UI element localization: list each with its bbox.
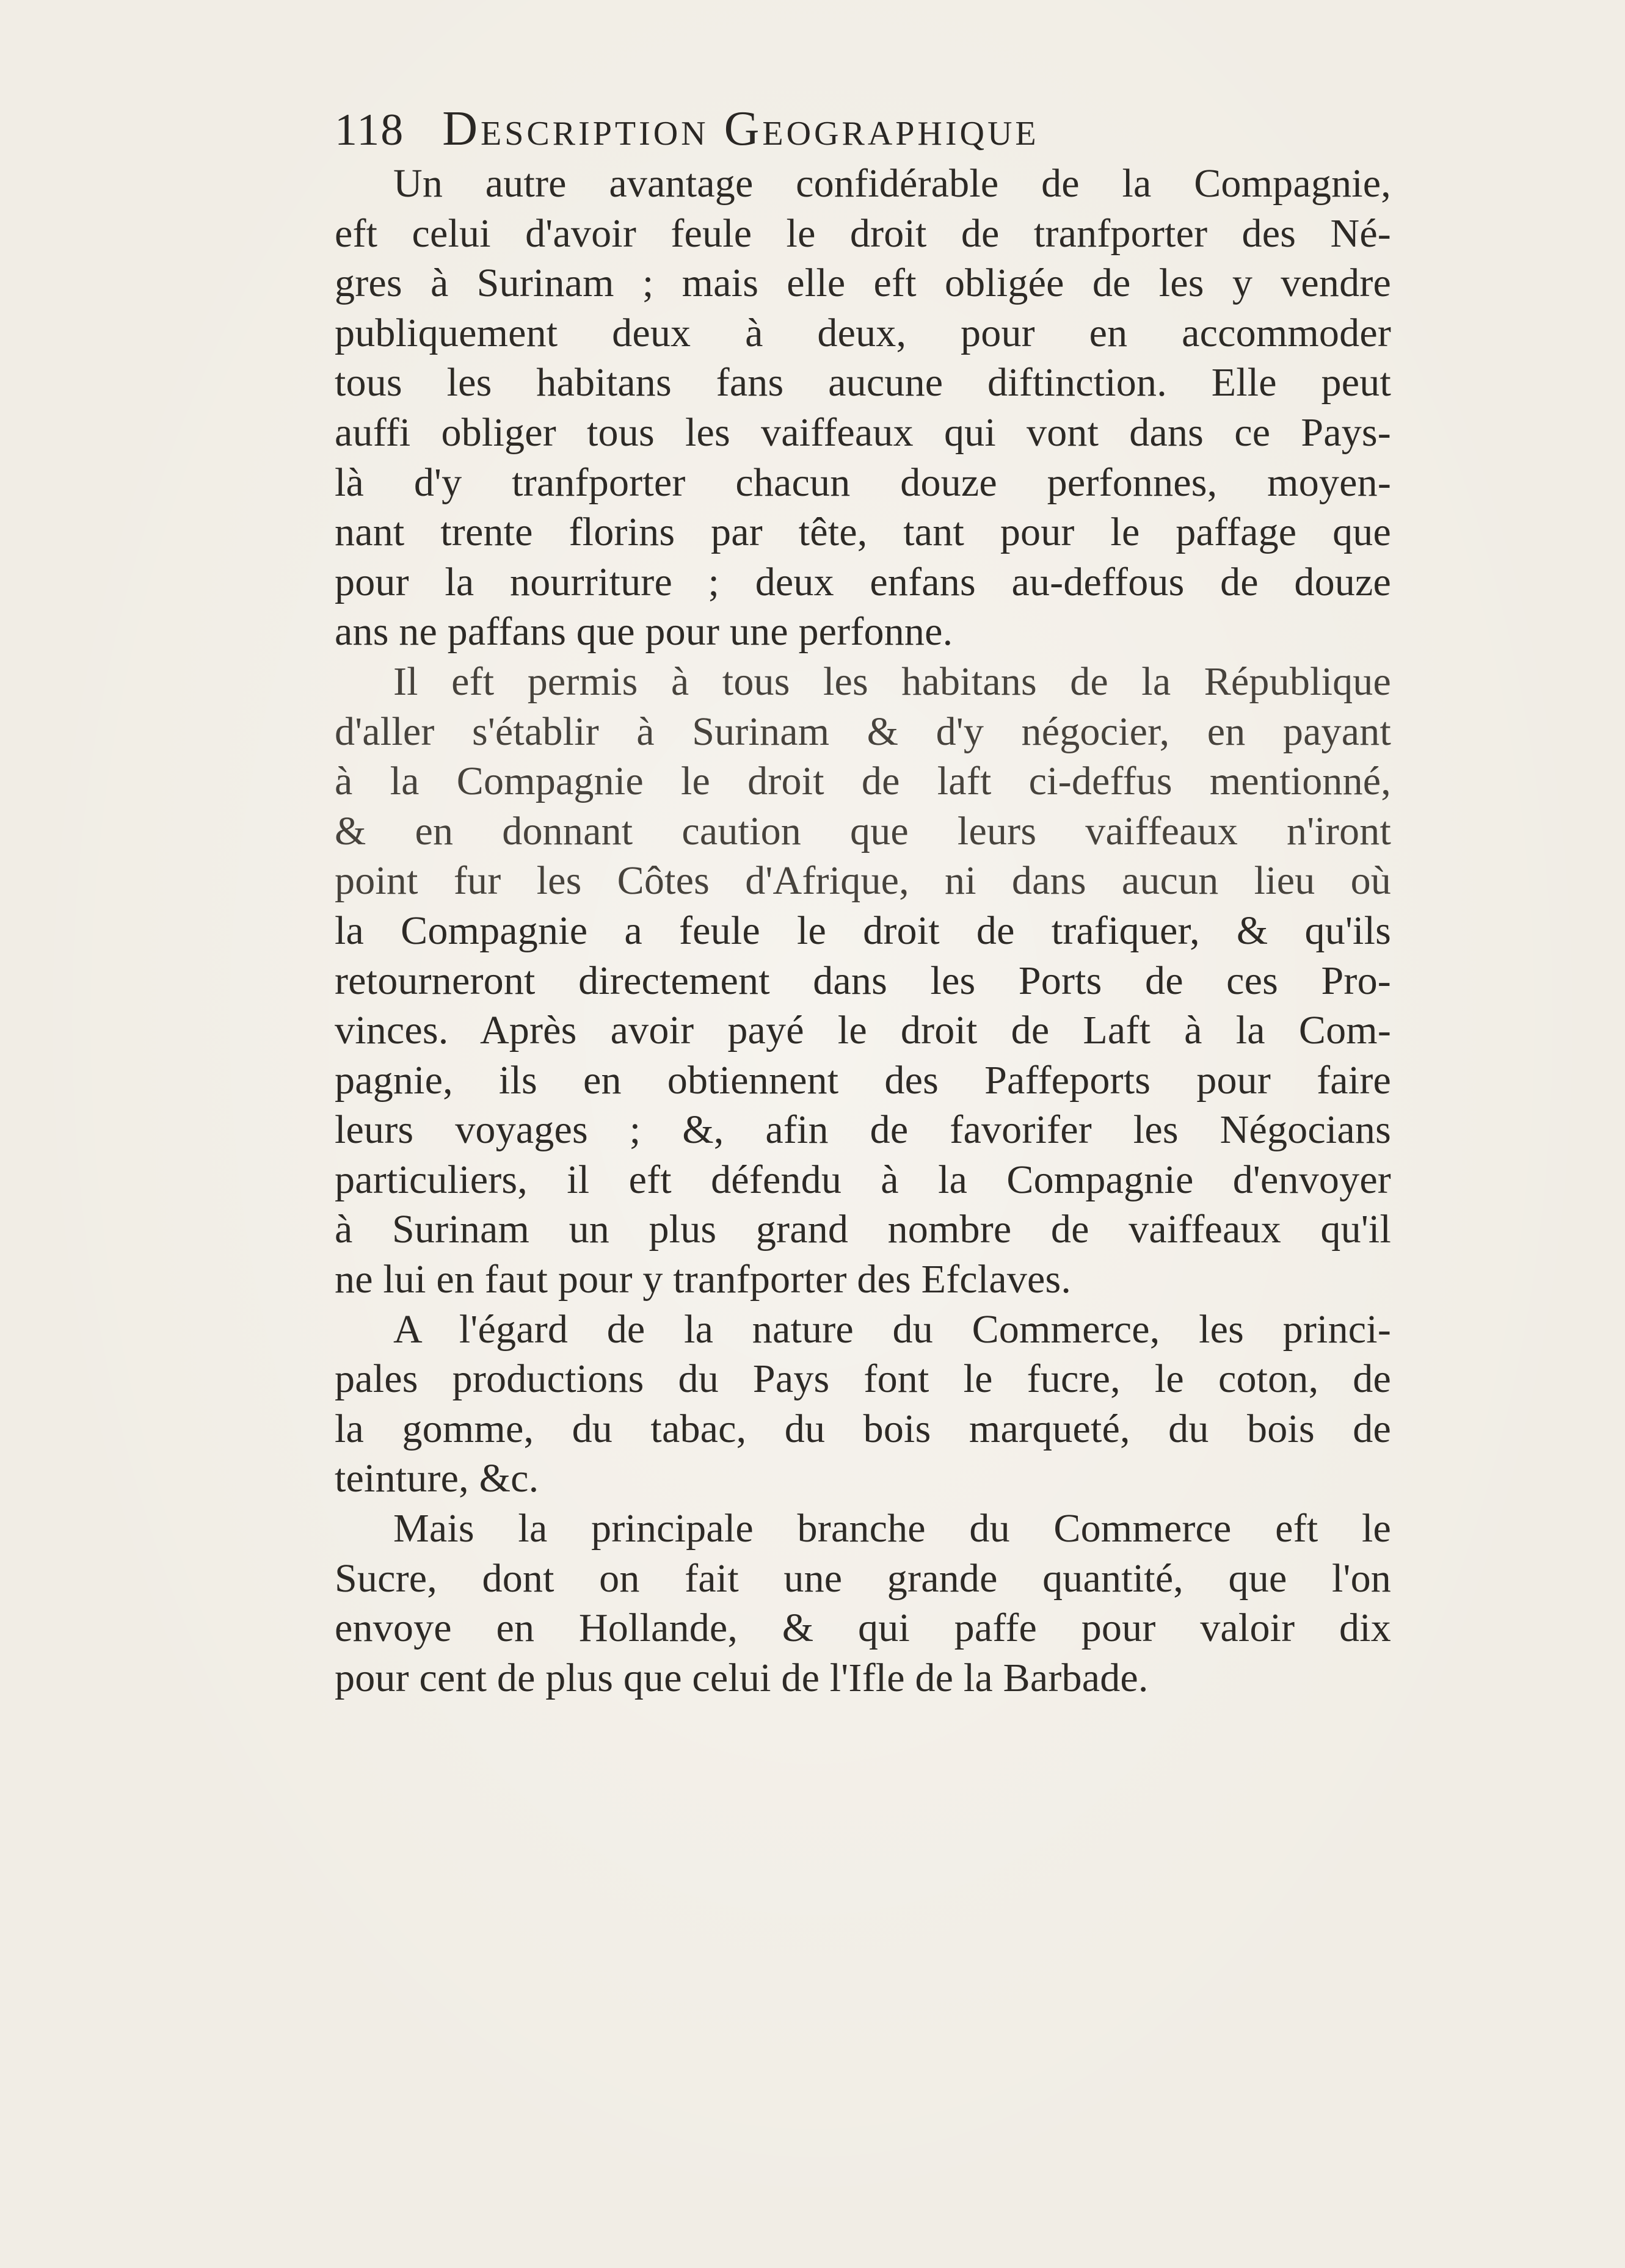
body-text [335,159,1391,1703]
text-line-13: à la Compagnie le droit de laft ci-deffus mentionné, [335,759,1391,804]
text-line-14: & en donnant caution que leurs vaiffeaux n'iront [335,808,1391,853]
text-line-22: à Surinam un plus grand nombre de vaiffeaux qu'il [335,1207,1391,1252]
text-line-12: d'aller s'établir à Surinam & d'y négocier, en payant [335,709,1391,754]
text-line-29: Sucre, dont on fait une grande quantité, que l'on [335,1556,1391,1601]
text-line-7: là d'y tranfporter chacun douze perfonnes, moyen- [335,460,1391,505]
running-header [335,101,1403,162]
text-line-4: publiquement deux à deux, pour en accommoder [335,310,1391,355]
text-line-8: nant trente florins par tête, tant pour le paffage que [335,510,1391,555]
text-line-3: gres à Surinam ; mais elle eft obligée de les y vendre [335,261,1391,306]
text-line-23: ne lui en faut pour y tranfporter des Efclaves. [335,1257,1072,1302]
page-number: 118 [335,105,405,155]
text-line-27: teinture, &c. [335,1456,539,1501]
text-line-30: envoye en Hollande, & qui paffe pour valoir dix [335,1606,1391,1651]
text-line-9: pour la nourriture ; deux enfans au-deffous de douze [335,559,1391,604]
text-line-28: Mais la principale branche du Commerce eft le [393,1506,1391,1551]
text-line-15: point fur les Côtes d'Afrique, ni dans aucun lieu où [335,858,1391,904]
text-line-11: Il eft permis à tous les habitans de la République [393,659,1391,704]
text-line-31: pour cent de plus que celui de l'Ifle de la Barbade. [335,1655,1149,1700]
text-line-25: pales productions du Pays font le fucre, le coton, de [335,1357,1391,1402]
text-line-20: leurs voyages ; &, afin de favorifer les Négocians [335,1107,1391,1153]
text-line-16: la Compagnie a feule le droit de trafiquer, & qu'ils [335,908,1391,953]
text-line-5: tous les habitans fans aucune diftinction. Elle peut [335,360,1391,405]
text-line-1: Un autre avantage confidérable de la Compagnie, [393,161,1391,206]
text-line-2: eft celui d'avoir feule le droit de tranfporter des Né- [335,211,1391,256]
text-line-10: ans ne paffans que pour une perfonne. [335,609,953,654]
text-line-21: particuliers, il eft défendu à la Compagnie d'envoyer [335,1157,1391,1202]
text-line-6: auffi obliger tous les vaiffeaux qui vont dans ce Pays- [335,410,1391,455]
text-line-17: retourneront directement dans les Ports de ces Pro- [335,958,1391,1003]
text-line-19: pagnie, ils en obtiennent des Paffeports pour faire [335,1057,1391,1103]
running-title: Description Geographique [442,102,1039,156]
text-line-24: A l'égard de la nature du Commerce, les princi- [393,1306,1391,1352]
text-line-18: vinces. Après avoir payé le droit de Laft à la Com- [335,1008,1391,1053]
text-line-26: la gomme, du tabac, du bois marqueté, du bois de [335,1406,1391,1451]
